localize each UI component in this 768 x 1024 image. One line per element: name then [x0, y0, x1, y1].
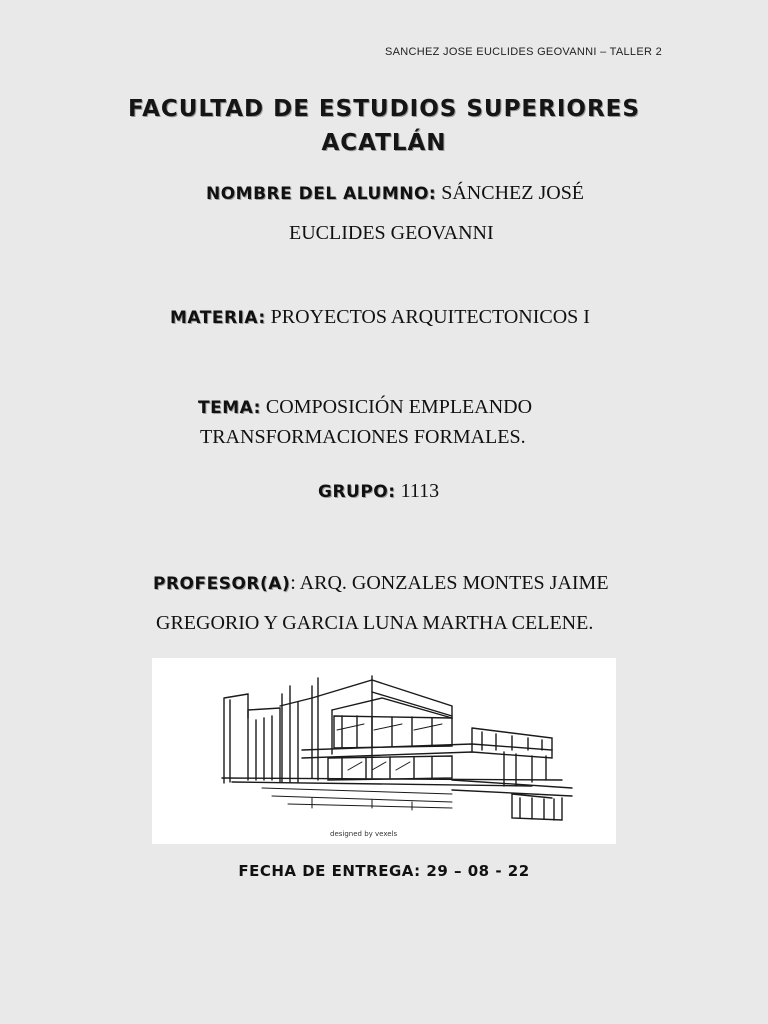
topic-label: TEMA: [198, 398, 261, 418]
delivery-date-label: FECHA DE ENTREGA: [238, 862, 421, 880]
professor-label: PROFESOR(A) [153, 574, 291, 594]
student-name-1: SÁNCHEZ JOSÉ [441, 182, 585, 204]
subject-value: PROYECTOS ARQUITECTONICOS I [270, 306, 590, 328]
group-line [318, 480, 439, 503]
topic-value-1: COMPOSICIÓN EMPLEANDO [265, 396, 533, 418]
delivery-date [0, 862, 768, 880]
student-line-2 [289, 222, 494, 245]
student-label: NOMBRE DEL ALUMNO: [206, 184, 437, 204]
group-value: 1113 [400, 480, 440, 502]
building-sketch [152, 658, 616, 844]
page-title [0, 92, 768, 160]
professor-value-2: GREGORIO Y GARCIA LUNA MARTHA CELENE. [156, 612, 594, 634]
topic-value-2: TRANSFORMACIONES FORMALES. [200, 426, 526, 448]
building-sketch-illustration [152, 658, 616, 844]
delivery-date-value: 29 – 08 - 22 [426, 862, 530, 880]
subject-label: MATERIA: [170, 308, 266, 328]
professor-line-1 [153, 572, 609, 595]
student-name-2: EUCLIDES GEOVANNI [289, 222, 494, 244]
professor-line-2 [156, 612, 593, 635]
topic-line-2 [200, 426, 526, 449]
title-line-1: FACULTAD DE ESTUDIOS SUPERIORES [128, 96, 640, 122]
title-line-2: ACATLÁN [321, 130, 447, 156]
topic-line-1 [198, 396, 532, 419]
group-label: GRUPO: [318, 482, 396, 502]
student-line-1 [206, 182, 584, 205]
professor-value-1: : ARQ. GONZALES MONTES JAIME [290, 572, 609, 594]
header-note: SANCHEZ JOSE EUCLIDES GEOVANNI – TALLER 2 [385, 46, 662, 58]
subject-line [170, 306, 590, 329]
watermark: designed by vexels [330, 830, 398, 838]
